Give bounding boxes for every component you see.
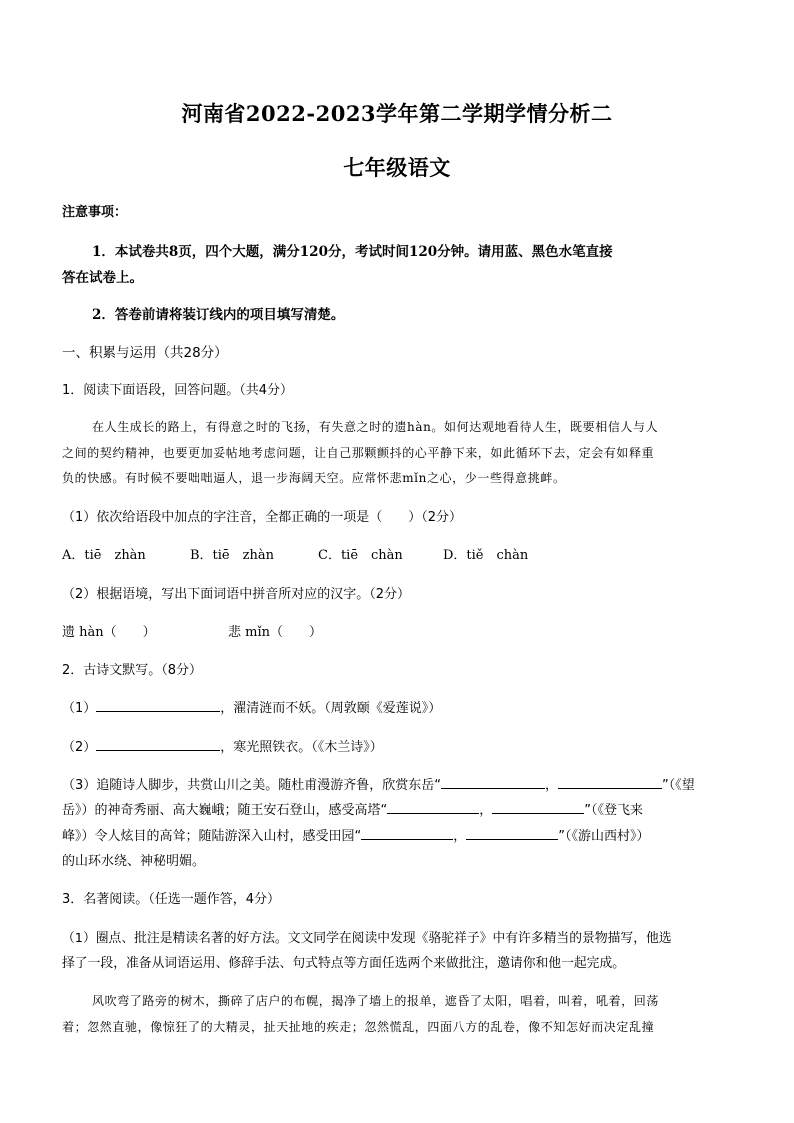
answer-blank[interactable] [96,737,220,751]
question-2-line-3-c: ”（《望 [662,778,695,793]
question-1-sub-2: （2）根据语境，写出下面词语中拼音所对应的汉字。（2分） [62,587,411,602]
question-2-line-3-b: ， [545,778,559,793]
question-1-stem: 1．阅读下面语段，回答问题。（共4分） [62,383,294,398]
question-2-line-2 [62,736,383,755]
question-3-part-1-line-2: 择了一段，准备从词语运用、修辞手法、句式特点等方面任选两个来做批注，邀请你和他一起完成。 [62,956,626,971]
question-2-line-4 [62,799,643,818]
answer-blank[interactable] [387,800,479,814]
question-2-line-2-suffix: ，寒光照铁衣。（《木兰诗》） [220,740,383,755]
question-2-line-5-c: ”（《游山西村》） [558,829,650,844]
question-1-passage-line-3: 负的快感。有时候不要咄咄逼人，退一步海阔天空。应常怀悲mǐn之心，少一些得意挑衅。 [62,471,566,485]
question-2-line-4-b: ， [479,803,493,818]
section-1-heading: 一、积累与运用（共28分） [62,345,228,361]
question-2-line-5 [62,825,650,844]
question-2-line-1 [62,697,441,716]
option-b[interactable]: B．tiē zhàn [190,548,274,563]
answer-blank[interactable] [492,800,584,814]
notice-item-1-line-2: 答在试卷上。 [62,270,143,286]
question-2-line-5-b: ， [453,829,467,844]
question-1-sub-1: （1）依次给语段中加点的字注音，全都正确的一项是（ ）（2分） [62,510,463,525]
question-1-options [62,544,528,563]
page-subtitle: 七年级语文 [343,155,451,180]
question-2-line-3-a: （3）追随诗人脚步，共赏山川之美。随杜甫漫游齐鲁，欣赏东岳“ [62,778,442,793]
question-2-line-1-suffix: ，濯清涟而不妖。（周敦颐《爱莲说》） [220,701,442,716]
fill-hanzi-a[interactable]: 遗 hàn（ ） [62,625,156,640]
answer-blank[interactable] [558,775,662,789]
answer-blank[interactable] [96,698,220,712]
notice-item-1-line-1: 1．本试卷共8页，四个大题，满分120分，考试时间120分钟。请用蓝、黑色水笔直接 [92,244,613,260]
question-3-part-1-line-1: （1）圈点、批注是精读名著的好方法。文文同学在阅读中发现《骆驼祥子》中有许多精当的景物描写，他选 [62,931,672,946]
notice-heading: 注意事项： [62,205,128,220]
question-2-line-1-prefix: （1） [62,701,97,716]
answer-blank[interactable] [361,826,453,840]
question-1-passage-line-1: 在人生成长的路上，有得意之时的飞扬，有失意之时的遗hàn。如何达观地看待人生，既要相信人与人 [92,420,659,434]
question-1-passage-line-2: 之间的契约精神，也要更加妥帖地考虑问题，让自己那颗颤抖的心平静下来，如此循环下去，定会有如释重 [62,446,655,460]
question-3-stem: 3．名著阅读。（任选一题作答，4分） [62,892,281,907]
question-2-line-6: 的山环水绕、神秘明媚。 [62,854,206,869]
question-2-line-5-a: 峰》）令人炫目的高耸；随陆游深入山村，感受田园“ [62,829,362,844]
question-2-line-4-a: 岳》）的神奇秀丽、高大巍峨；随王安石登山，感受高塔“ [62,803,388,818]
question-2-line-3 [62,774,695,793]
question-2-line-4-c: ”（《登飞来 [584,803,644,818]
option-a[interactable]: A．tiē zhàn [62,548,146,563]
fill-hanzi-b[interactable]: 悲 mǐn（ ） [228,625,322,640]
question-3-passage-line-1: 风吹弯了路旁的树木，撕碎了店户的布幌，揭净了墙上的报单，遮昏了太阳，唱着，叫着，吼着，回荡 [92,994,660,1008]
question-2-stem: 2．古诗文默写。（8分） [62,663,203,678]
answer-blank[interactable] [441,775,545,789]
question-3-passage-line-2: 着；忽然直驰，像惊狂了的大精灵，扯天扯地的疾走；忽然慌乱，四面八方的乱卷，像不知怎好而决定乱撞 [62,1020,655,1034]
option-c[interactable]: C．tiē chàn [318,548,403,563]
option-d[interactable]: D．tiě chàn [443,548,529,563]
notice-item-2: 2．答卷前请将装订线内的项目填写清楚。 [92,307,345,323]
question-2-line-2-prefix: （2） [62,740,97,755]
page-title: 河南省2022-2023学年第二学期学情分析二 [181,101,613,126]
answer-blank[interactable] [466,826,558,840]
